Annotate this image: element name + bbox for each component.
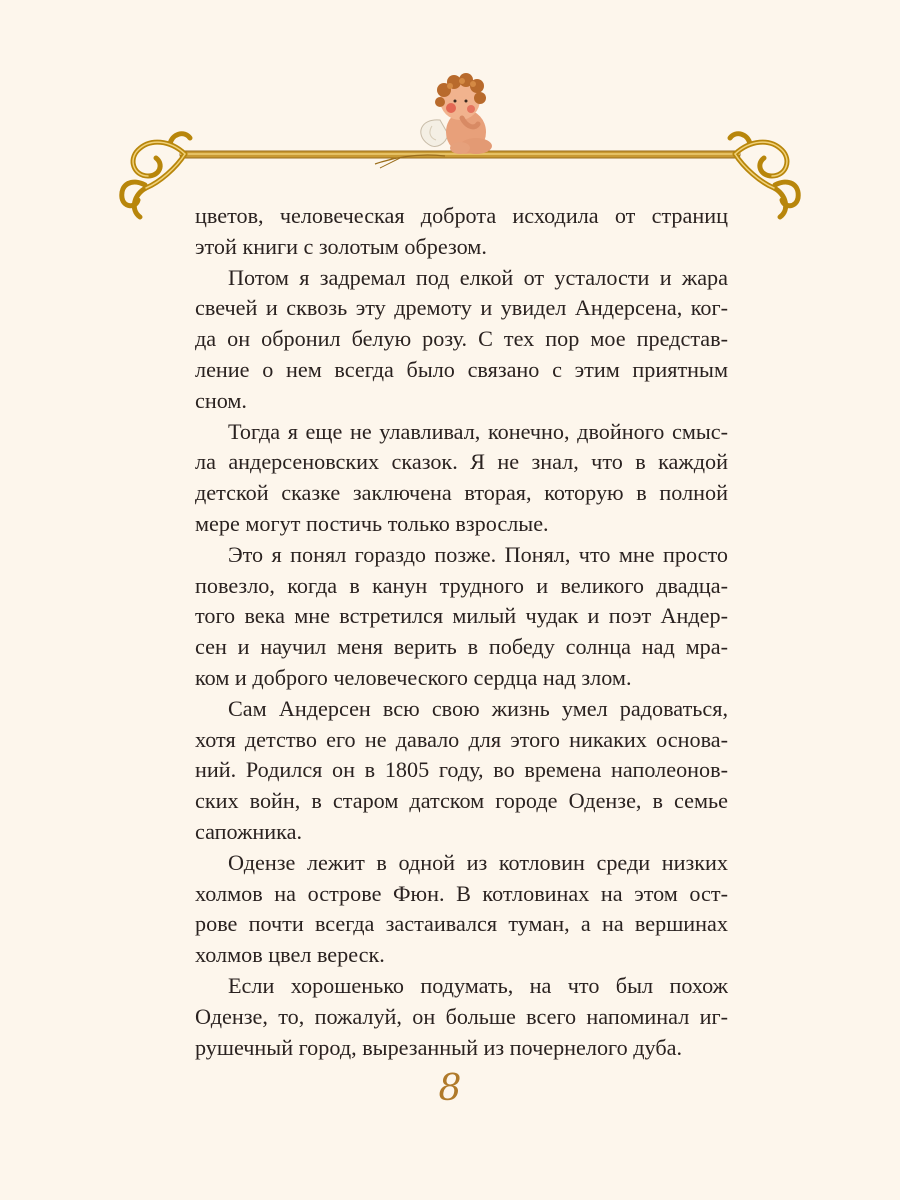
text-line: повезло, когда в канун трудного и великого двадца- xyxy=(195,572,728,598)
text-line: холмов на острове Фюн. В котловинах на этом ост- xyxy=(195,880,728,906)
paragraph xyxy=(195,694,728,848)
main-text xyxy=(195,201,728,1063)
angel-illustration xyxy=(421,73,492,154)
right-scroll-ornament xyxy=(730,134,798,217)
paragraph xyxy=(195,263,728,417)
text-line: ление о нем всегда было связано с этим приятным xyxy=(195,356,728,382)
text-line: Если хорошенько подумать, на что был похож xyxy=(228,972,728,998)
left-scroll-ornament xyxy=(122,134,190,217)
text-line: ских войн, в старом датском городе Одензе, в семье xyxy=(195,788,728,814)
text-line: да он обронил белую розу. С тех пор мое представ- xyxy=(195,326,728,352)
text-line: ний. Родился он в 1805 году, во времена наполеонов- xyxy=(195,757,728,783)
text-line: мере могут постичь только взрослые. xyxy=(195,510,549,536)
text-line: сном. xyxy=(195,387,247,413)
text-line: Одензе лежит в одной из котловин среди низких xyxy=(228,849,728,875)
paragraph xyxy=(195,201,728,263)
text-line: сен и научил меня верить в победу солнца над мра- xyxy=(195,634,728,660)
text-line: Тогда я еще не улавливал, конечно, двойного смыс- xyxy=(228,418,728,444)
text-line: свечей и сквозь эту дремоту и увидел Андерсена, ког- xyxy=(195,295,728,321)
text-line: того века мне встретился милый чудак и поэт Андер- xyxy=(195,603,728,629)
text-line: холмов цвел вереск. xyxy=(195,942,385,968)
text-line: Это я понял гораздо позже. Понял, что мне просто xyxy=(228,541,728,567)
text-line: ком и доброго человеческого сердца над злом. xyxy=(195,664,632,690)
paragraph xyxy=(195,540,728,694)
text-line: этой книги с золотым обрезом. xyxy=(195,233,487,259)
text-line: рушечный город, вырезанный из почернелого дуба. xyxy=(195,1034,683,1060)
text-line: детской сказке заключена вторая, которую в полной xyxy=(195,480,728,506)
text-line: цветов, человеческая доброта исходила от страниц xyxy=(195,203,728,228)
paragraph xyxy=(195,848,728,971)
text-line: ла андерсеновских сказок. Я не знал, что в каждой xyxy=(195,449,728,475)
text-line: сапожника. xyxy=(195,818,303,844)
paragraph xyxy=(195,417,728,540)
paragraph xyxy=(195,971,728,1063)
text-line: хотя детство его не давало для этого никаких основа- xyxy=(195,726,728,752)
text-line: Одензе, то, пожалуй, он больше всего напоминал иг- xyxy=(195,1003,728,1029)
page-number: 8 xyxy=(438,1068,462,1109)
text-line: рове почти всегда застаивался туман, а на вершинах xyxy=(195,911,728,937)
text-line: Сам Андерсен всю свою жизнь умел радоваться, xyxy=(228,695,728,721)
text-line: Потом я задремал под елкой от усталости и жара xyxy=(228,264,728,290)
